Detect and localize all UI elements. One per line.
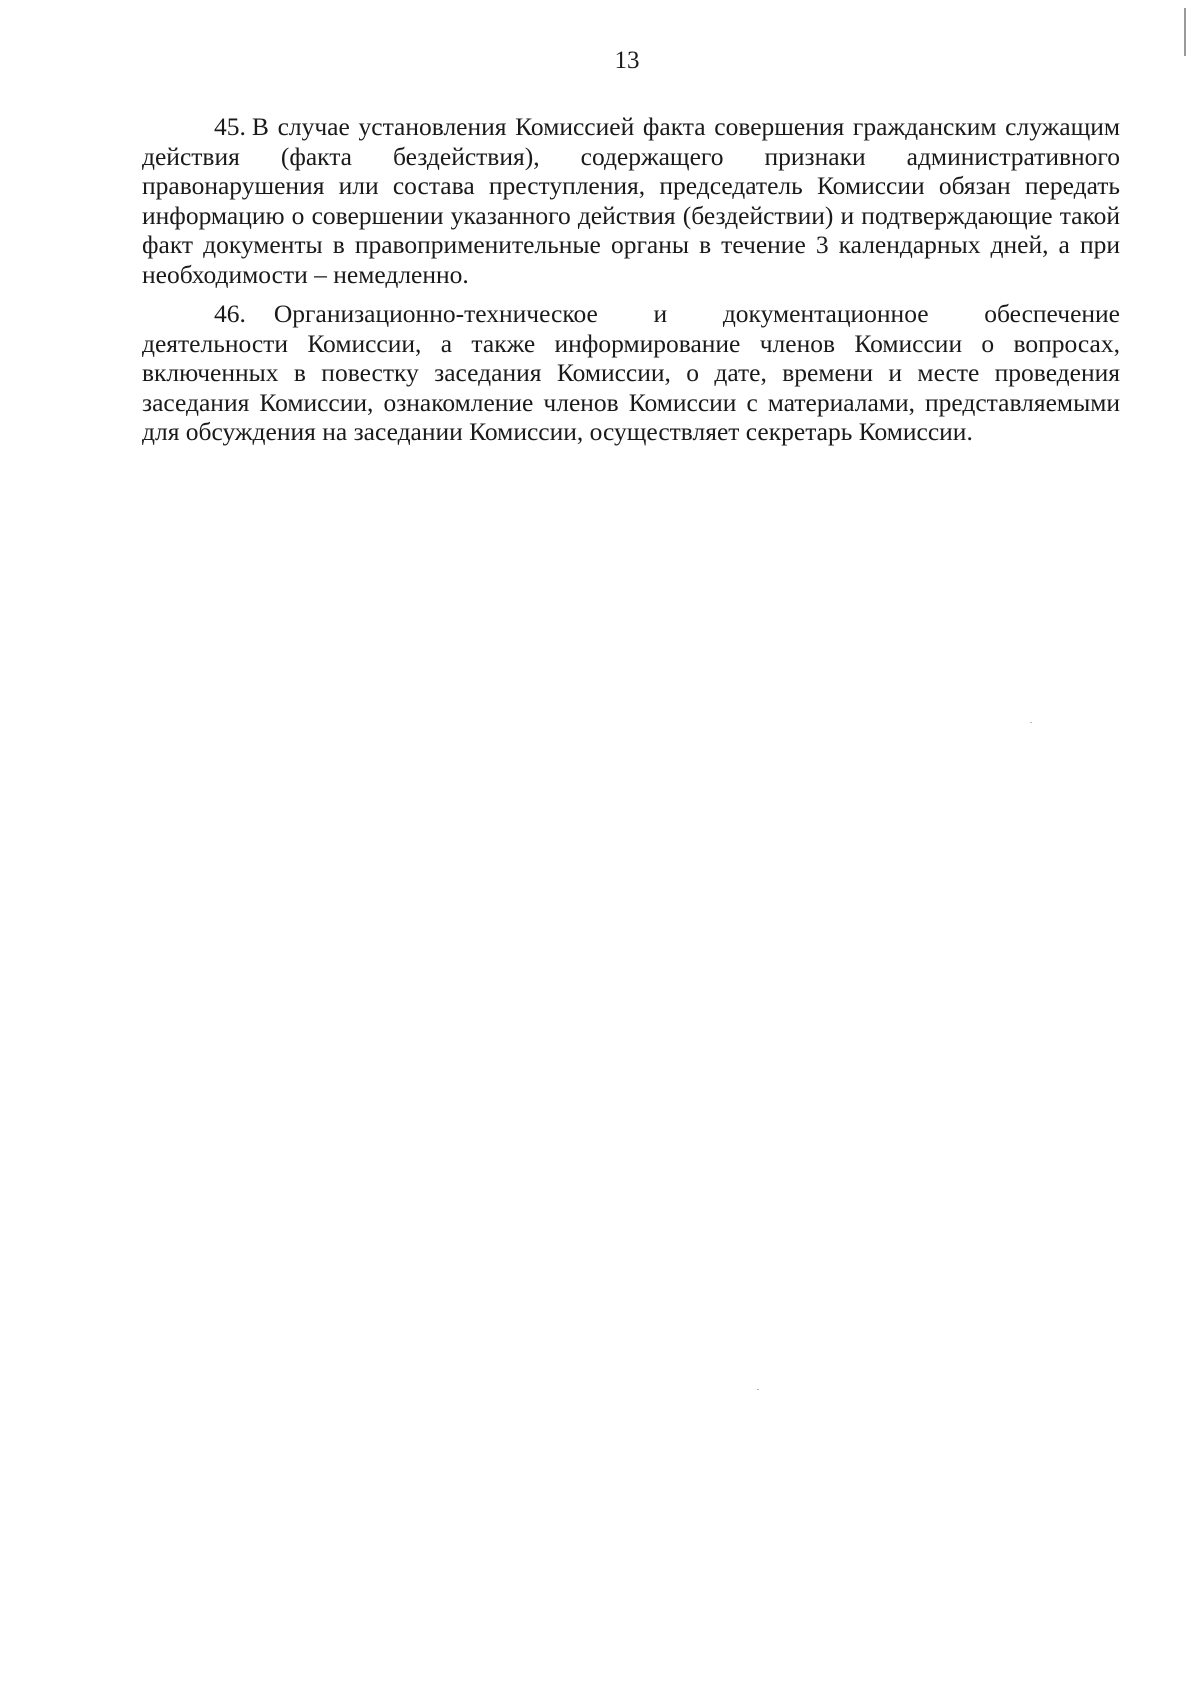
page-number: 13 [614,47,640,74]
document-body [142,112,1120,457]
scan-speck [757,1389,759,1390]
paragraph-text: Организационно-техническое и документационное обеспечение деятельности Комиссии, а также информирование членов Комиссии о вопросах, включенных в повестку заседания Комиссии, о дате, времени и месте проведения заседания Комиссии, ознакомление членов Комиссии с материалами, представляемыми для обсуждения на заседании Комиссии, осуществляет секретарь Комиссии. [142,299,1120,446]
paragraph-45 [142,112,1120,289]
paragraph-number: 45. [214,112,246,141]
scan-speck [1030,722,1032,723]
paragraph-text: В случае установления Комиссией факта совершения гражданским служащим действия (факта бездействия), содержащего признаки административного правонарушения или состава преступления, председатель Комиссии обязан передать информацию о совершении указанного действия (бездействии) и подтверждающие такой факт документы в правоприменительные органы в течение 3 календарных дней, а при необходимости – немедленно. [142,112,1120,289]
paragraph-46 [142,299,1120,447]
paragraph-number: 46. [214,299,246,328]
